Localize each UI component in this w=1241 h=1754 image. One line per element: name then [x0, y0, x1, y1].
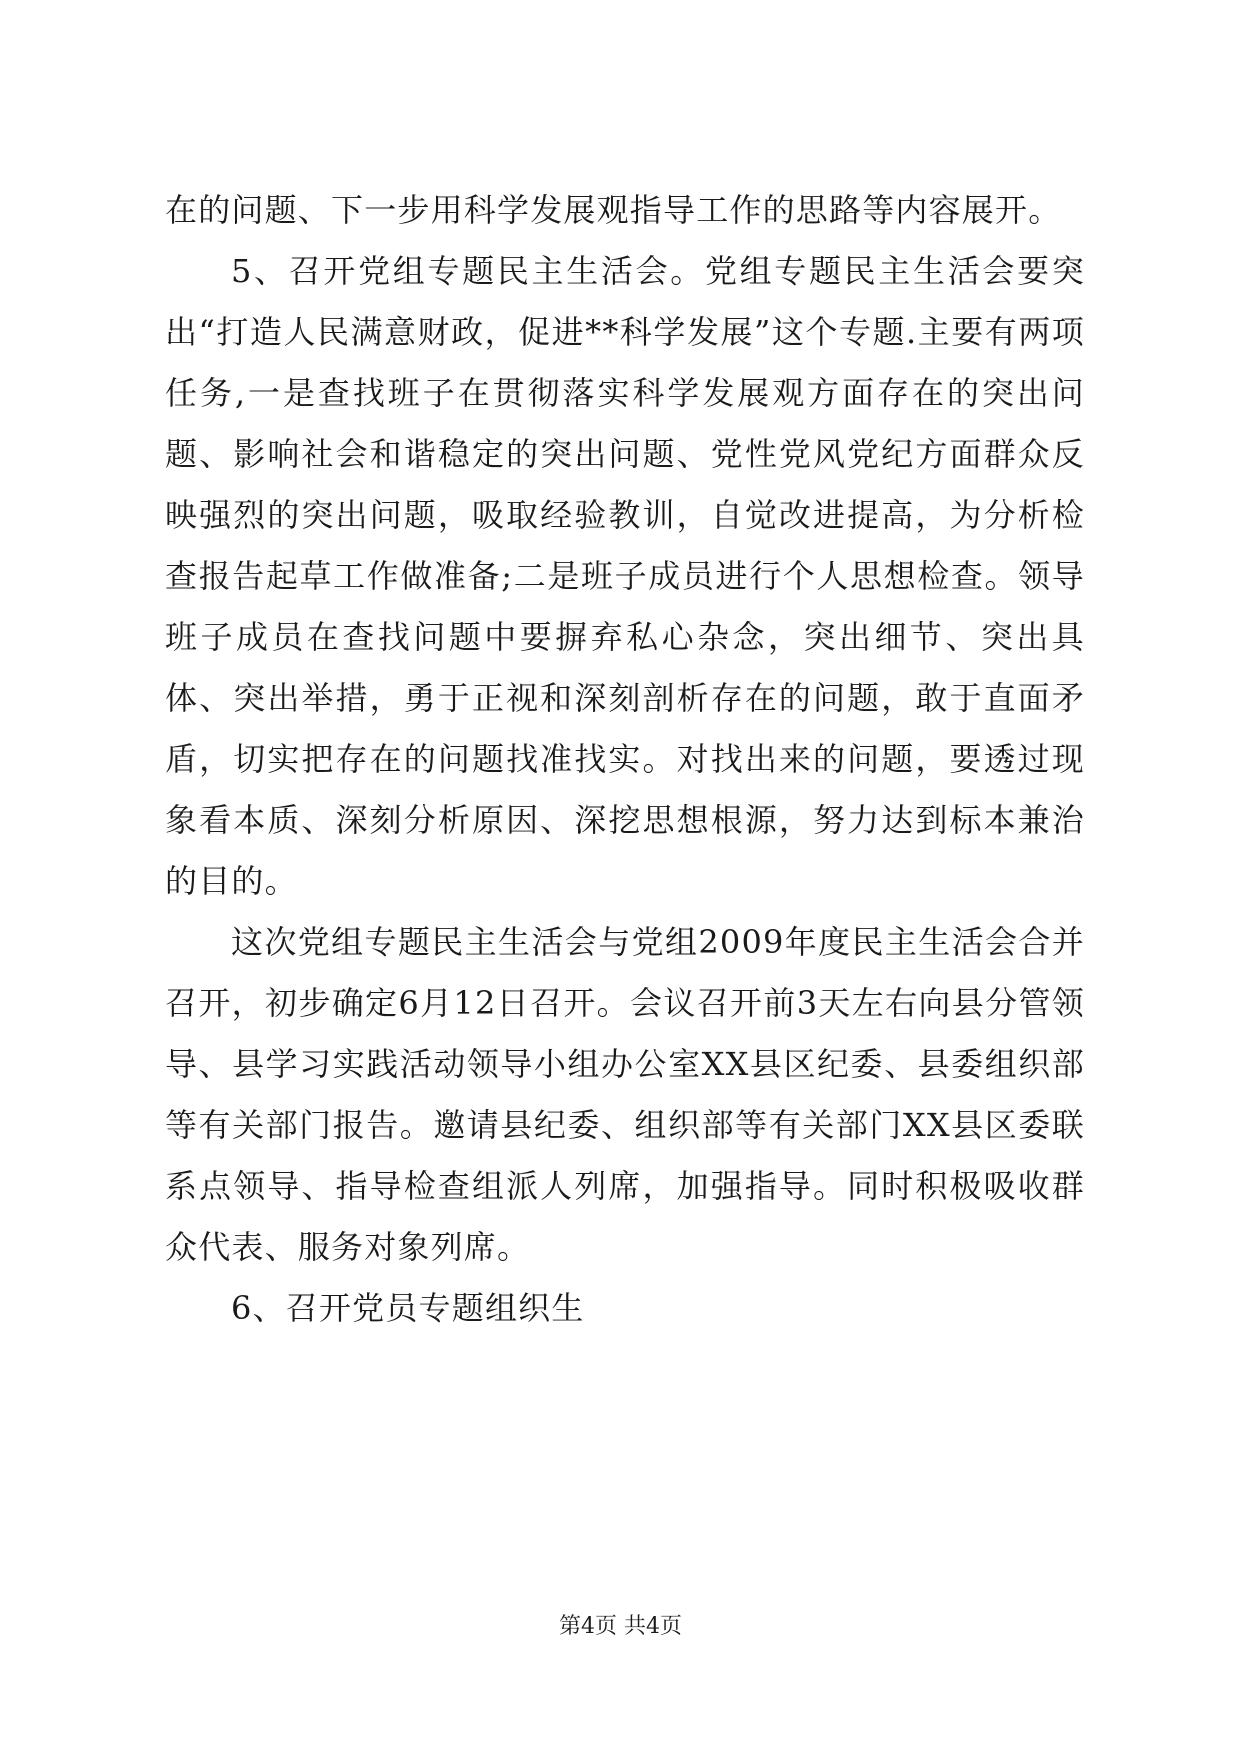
- page-number: 第4页 共4页: [559, 1614, 682, 1639]
- document-body: [165, 180, 1085, 1339]
- paragraph-continuation: 在的问题、下一步用科学发展观指导工作的思路等内容展开。: [165, 191, 1062, 229]
- paragraph-meeting-schedule: 这次党组专题民主生活会与党组2009年度民主生活会合并召开，初步确定6月12日召开。会议召开前3天左右向县分管领导、县学习实践活动领导小组办公室XX县区纪委、县委组织部等有关部门报告。邀请县纪委、组织部等有关部门XX县区委联系点领导、指导检查组派人列席，加强指导。同时积极吸收群众代表、服务对象列席。: [165, 923, 1085, 1266]
- paragraph-item-6: 6、召开党员专题组织生: [231, 1289, 585, 1327]
- page-footer: [0, 1612, 1241, 1642]
- paragraph-item-5: 5、召开党组专题民主生活会。党组专题民主生活会要突出“打造人民满意财政，促进**科学发展”这个专题.主要有两项任务,一是查找班子在贯彻落实科学发展观方面存在的突出问题、影响社会和谐稳定的突出问题、党性党风党纪方面群众反映强烈的突出问题，吸取经验教训，自觉改进提高，为分析检查报告起草工作做准备;二是班子成员进行个人思想检查。领导班子成员在查找问题中要摒弃私心杂念，突出细节、突出具体、突出举措，勇于正视和深刻剖析存在的问题，敢于直面矛盾，切实把存在的问题找准找实。对找出来的问题，要透过现象看本质、深刻分析原因、深挖思想根源，努力达到标本兼治的目的。: [165, 252, 1085, 900]
